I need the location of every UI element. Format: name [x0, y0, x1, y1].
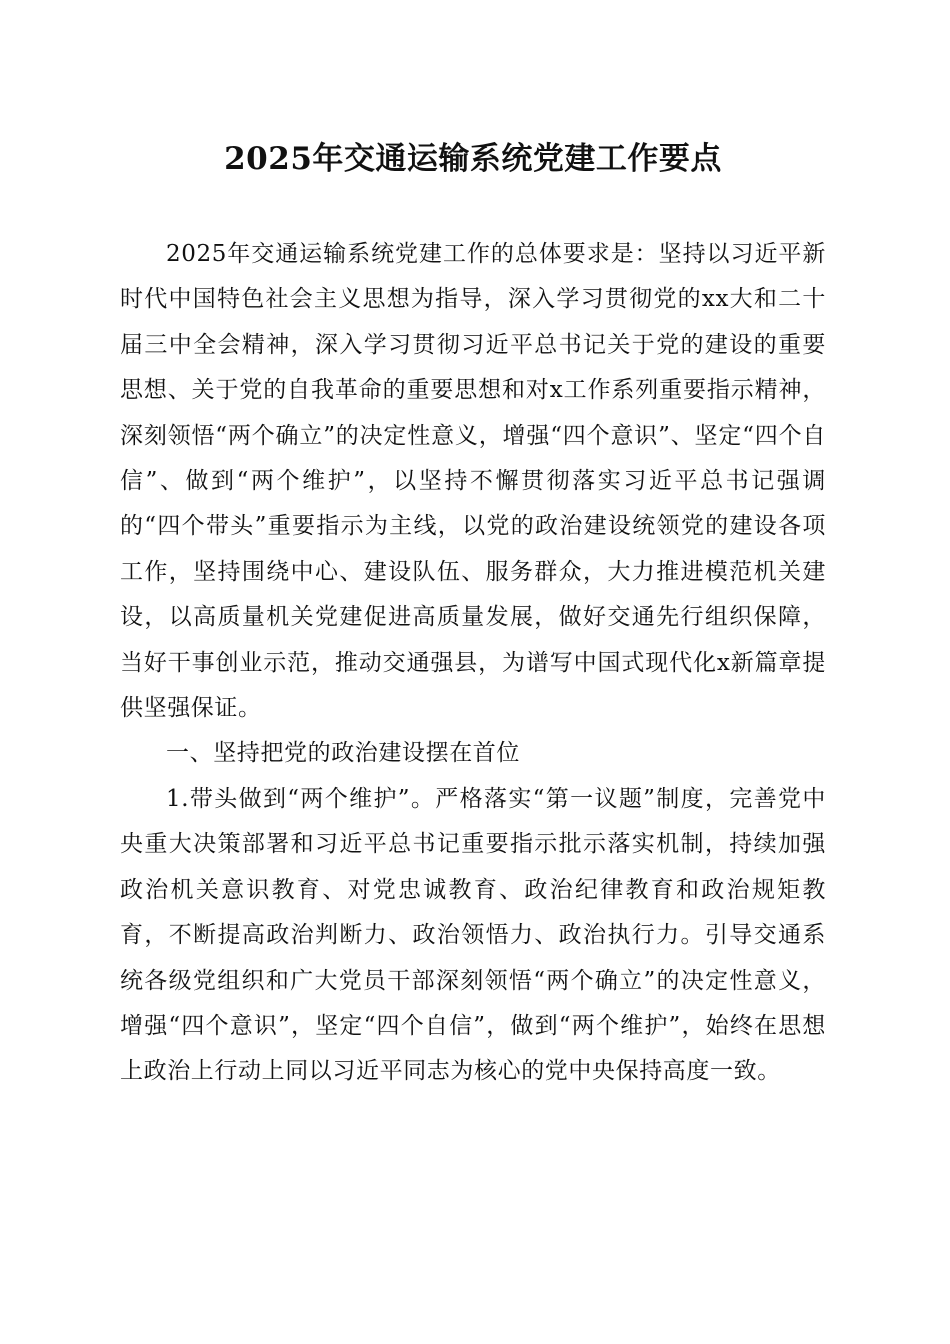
document-title: 2025年交通运输系统党建工作要点 — [224, 141, 722, 177]
section-heading: 一、坚持把党的政治建设摆在首位 — [166, 740, 520, 767]
section-item-paragraph: 1.带头做到“两个维护”。严格落实“第一议题”制度，完善党中央重大决策部署和习近平总书记重要指示批示落实机制，持续加强政治机关意识教育、对党忠诚教育、政治纪律教育和政治规矩教育，不断提高政治判断力、政治领悟力、政治执行力。引导交通系统各级党组织和广大党员干部深刻领悟“两个确立”的决定性意义，增强“四个意识”，坚定“四个自信”，做到“两个维护”，始终在思想上政治上行动上同以习近平同志为核心的党中央保持高度一致。 — [120, 785, 826, 1085]
document-page — [120, 128, 826, 1095]
document-body — [120, 232, 826, 1095]
intro-paragraph: 2025年交通运输系统党建工作的总体要求是：坚持以习近平新时代中国特色社会主义思想为指导，深入学习贯彻党的xx大和二十届三中全会精神，深入学习贯彻习近平总书记关于党的建设的重要思想、关于党的自我革命的重要思想和对x工作系列重要指示精神，深刻领悟“两个确立”的决定性意义，增强“四个意识”、坚定“四个自信”、做到“两个维护”，以坚持不懈贯彻落实习近平总书记强调的“四个带头”重要指示为主线，以党的政治建设统领党的建设各项工作，坚持围绕中心、建设队伍、服务群众，大力推进模范机关建设，以高质量机关党建促进高质量发展，做好交通先行组织保障，当好干事创业示范，推动交通强县，为谱写中国式现代化x新篇章提供坚强保证。 — [120, 241, 826, 722]
